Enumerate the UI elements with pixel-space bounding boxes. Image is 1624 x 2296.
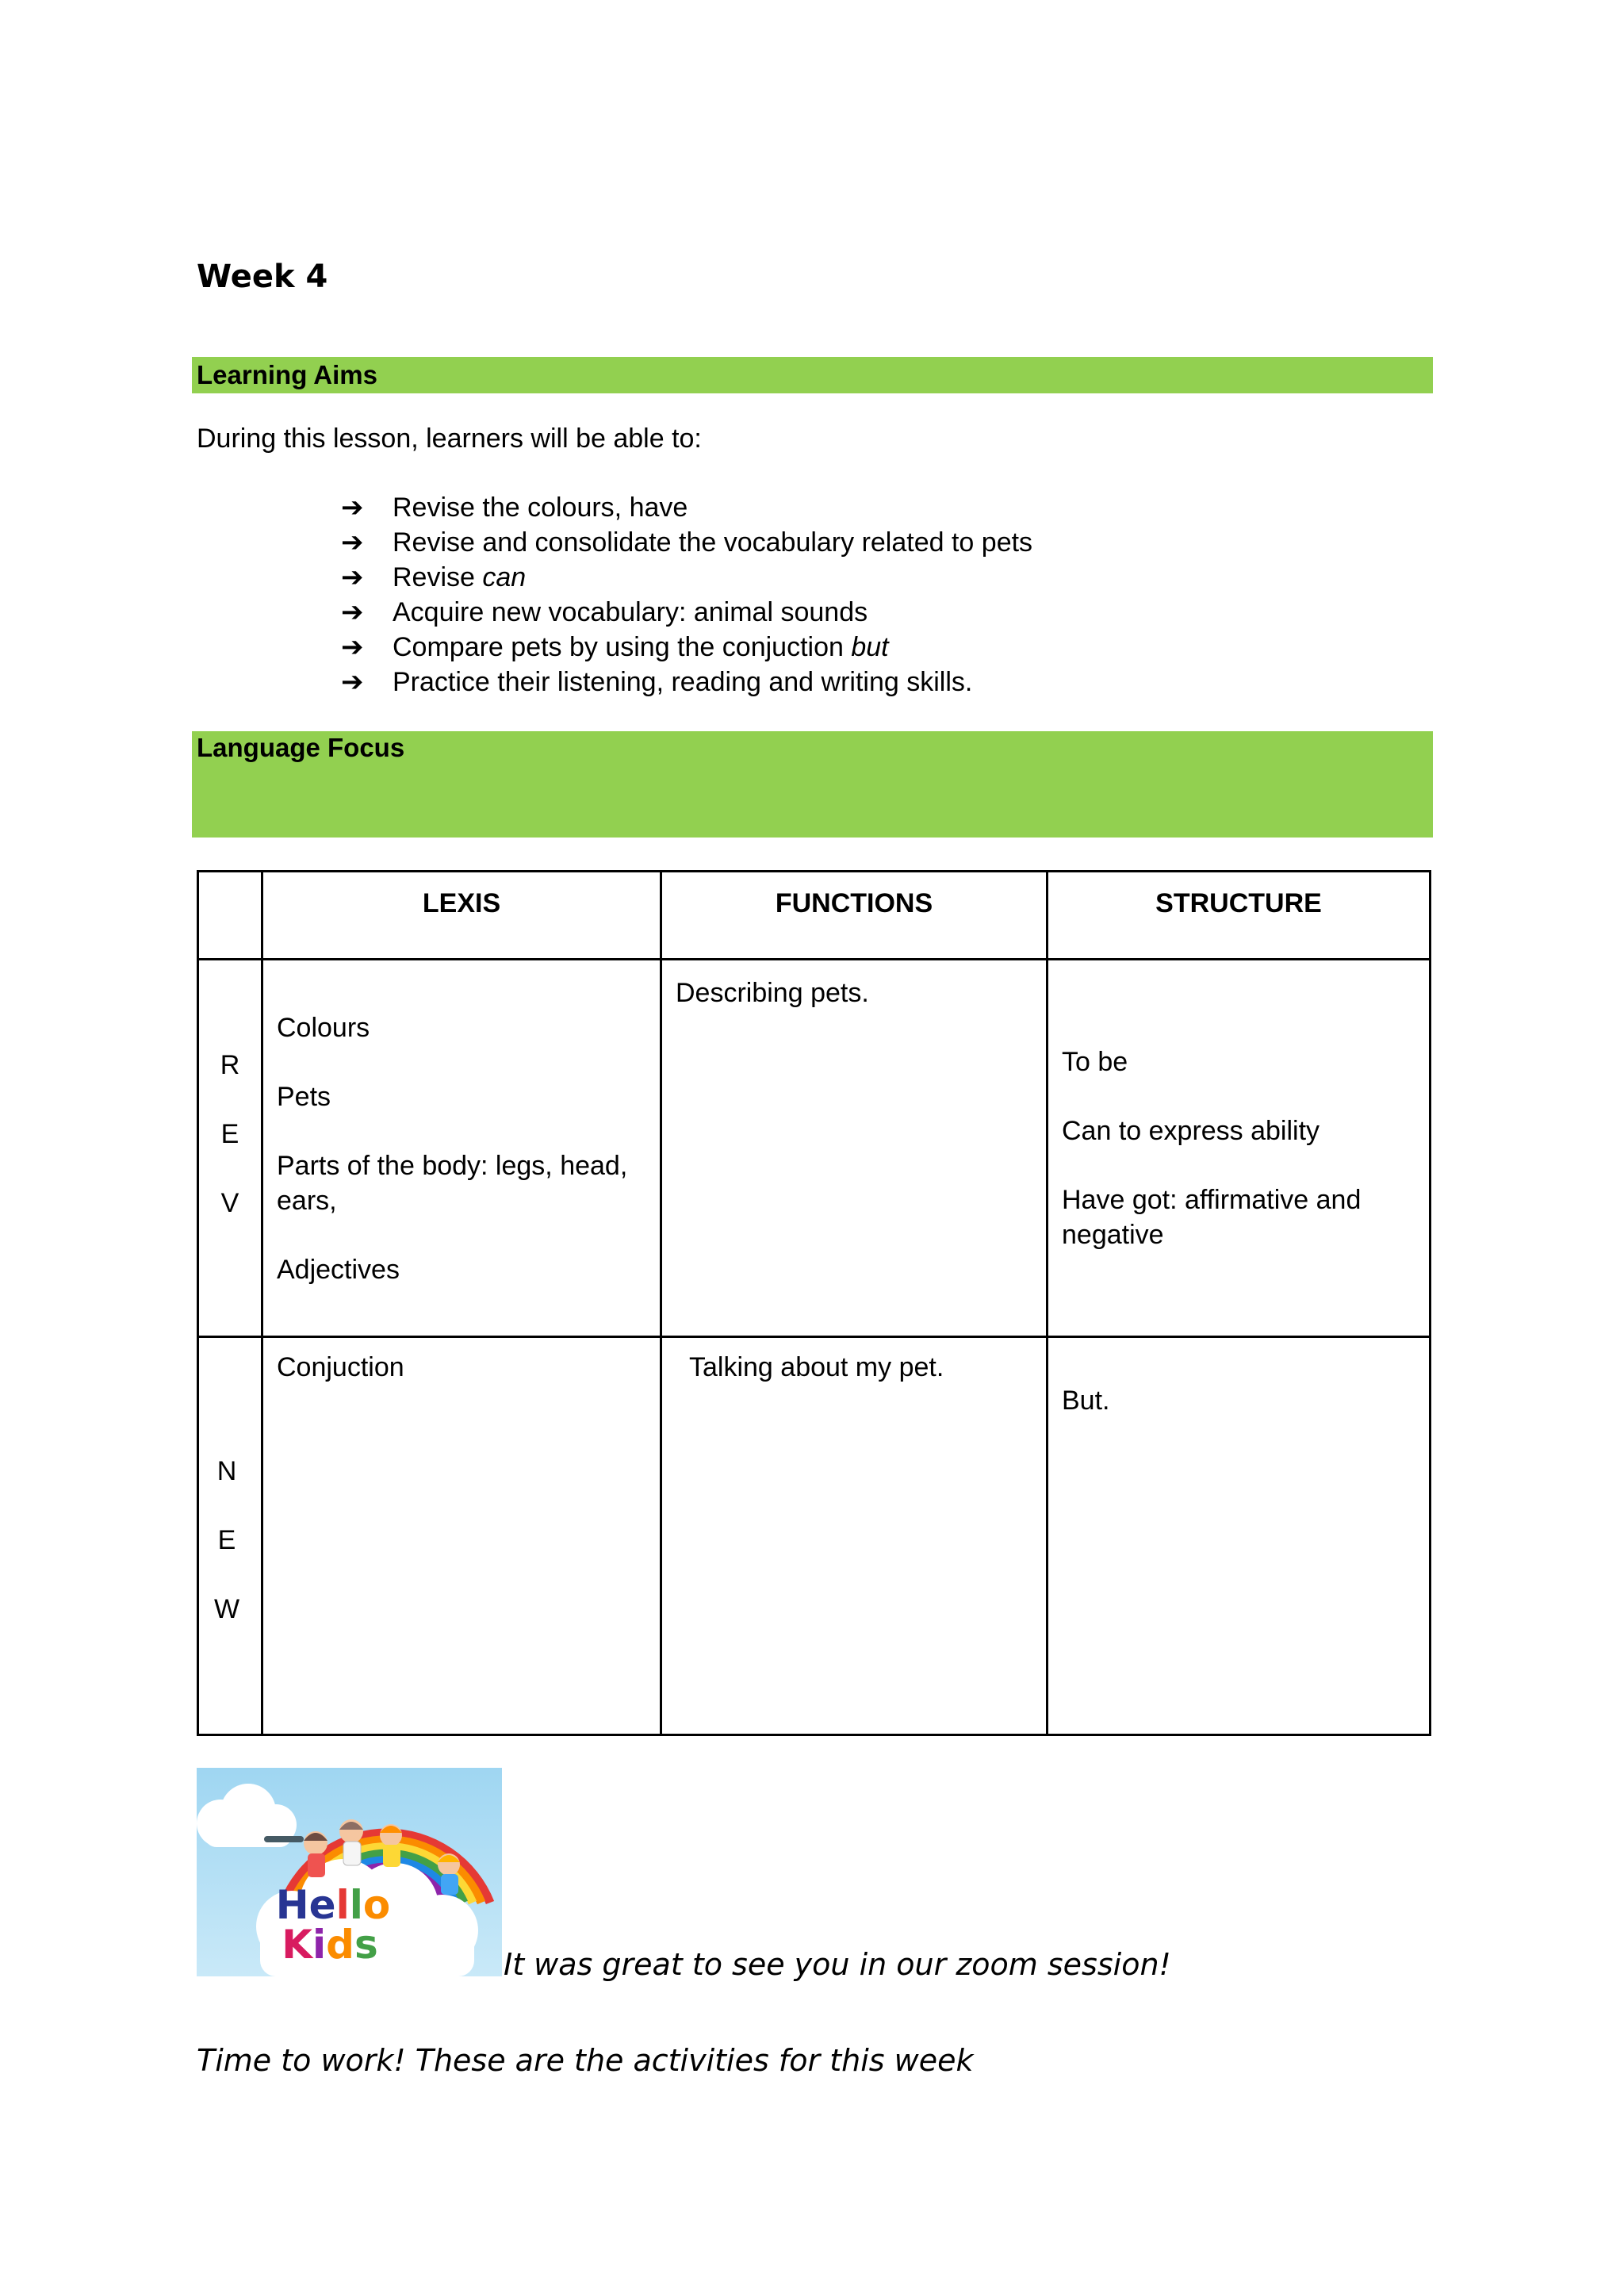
functions-header: FUNCTIONS (661, 872, 1048, 960)
lexis-header: LEXIS (262, 872, 661, 960)
hello-kids-logo-hello: Hello (275, 1882, 391, 1928)
revise-structure-cell: To be Can to express ability Have got: affirmative and negative (1048, 960, 1431, 1337)
revise-functions-cell: Describing pets. (661, 960, 1048, 1337)
learning-aims-heading: Learning Aims (197, 360, 377, 389)
hello-kids-logo-kids: Kids (282, 1922, 378, 1968)
learning-aims-list (341, 490, 1032, 700)
work-intro-text: Time to work! These are the activities for this week (197, 2043, 974, 2078)
arrow-right-icon: ➔ (341, 527, 364, 558)
greeting-text: It was great to see you in our zoom session! (504, 1947, 1171, 1982)
list-item: ➔ Compare pets by using the conjuction but (341, 630, 1032, 665)
learning-aims-intro: During this lesson, learners will be able to: (197, 424, 702, 454)
arrow-right-icon: ➔ (341, 562, 364, 592)
list-item: ➔ Acquire new vocabulary: animal sounds (341, 595, 1032, 630)
language-focus-heading: Language Focus (197, 733, 405, 762)
arrow-right-icon: ➔ (341, 632, 364, 662)
new-lexis-cell: Conjuction (262, 1337, 661, 1735)
table-header-row (198, 872, 1431, 960)
new-structure-cell: But. (1048, 1337, 1431, 1735)
new-functions-cell: Talking about my pet. (661, 1337, 1048, 1735)
arrow-right-icon: ➔ (341, 667, 364, 697)
table-row-new (198, 1337, 1431, 1735)
language-focus-bar (192, 731, 1433, 838)
list-item: ➔ Revise can (341, 560, 1032, 595)
list-item: ➔ Practice their listening, reading and writing skills. (341, 665, 1032, 700)
hello-kids-image (197, 1768, 502, 1976)
new-side-label: N E W (198, 1337, 262, 1735)
list-item: ➔ Revise and consolidate the vocabulary related to pets (341, 525, 1032, 560)
language-focus-table (197, 870, 1431, 1736)
table-row-revise (198, 960, 1431, 1337)
week-title: Week 4 (197, 259, 328, 295)
table-corner-cell (198, 872, 262, 960)
arrow-right-icon: ➔ (341, 493, 364, 523)
learning-aims-bar (192, 357, 1433, 393)
revise-side-label: R E V (198, 960, 262, 1337)
arrow-right-icon: ➔ (341, 597, 364, 627)
structure-header: STRUCTURE (1048, 872, 1431, 960)
list-item: ➔ Revise the colours, have (341, 490, 1032, 525)
revise-lexis-cell: Colours Pets Parts of the body: legs, head, ears, Adjectives (262, 960, 661, 1337)
